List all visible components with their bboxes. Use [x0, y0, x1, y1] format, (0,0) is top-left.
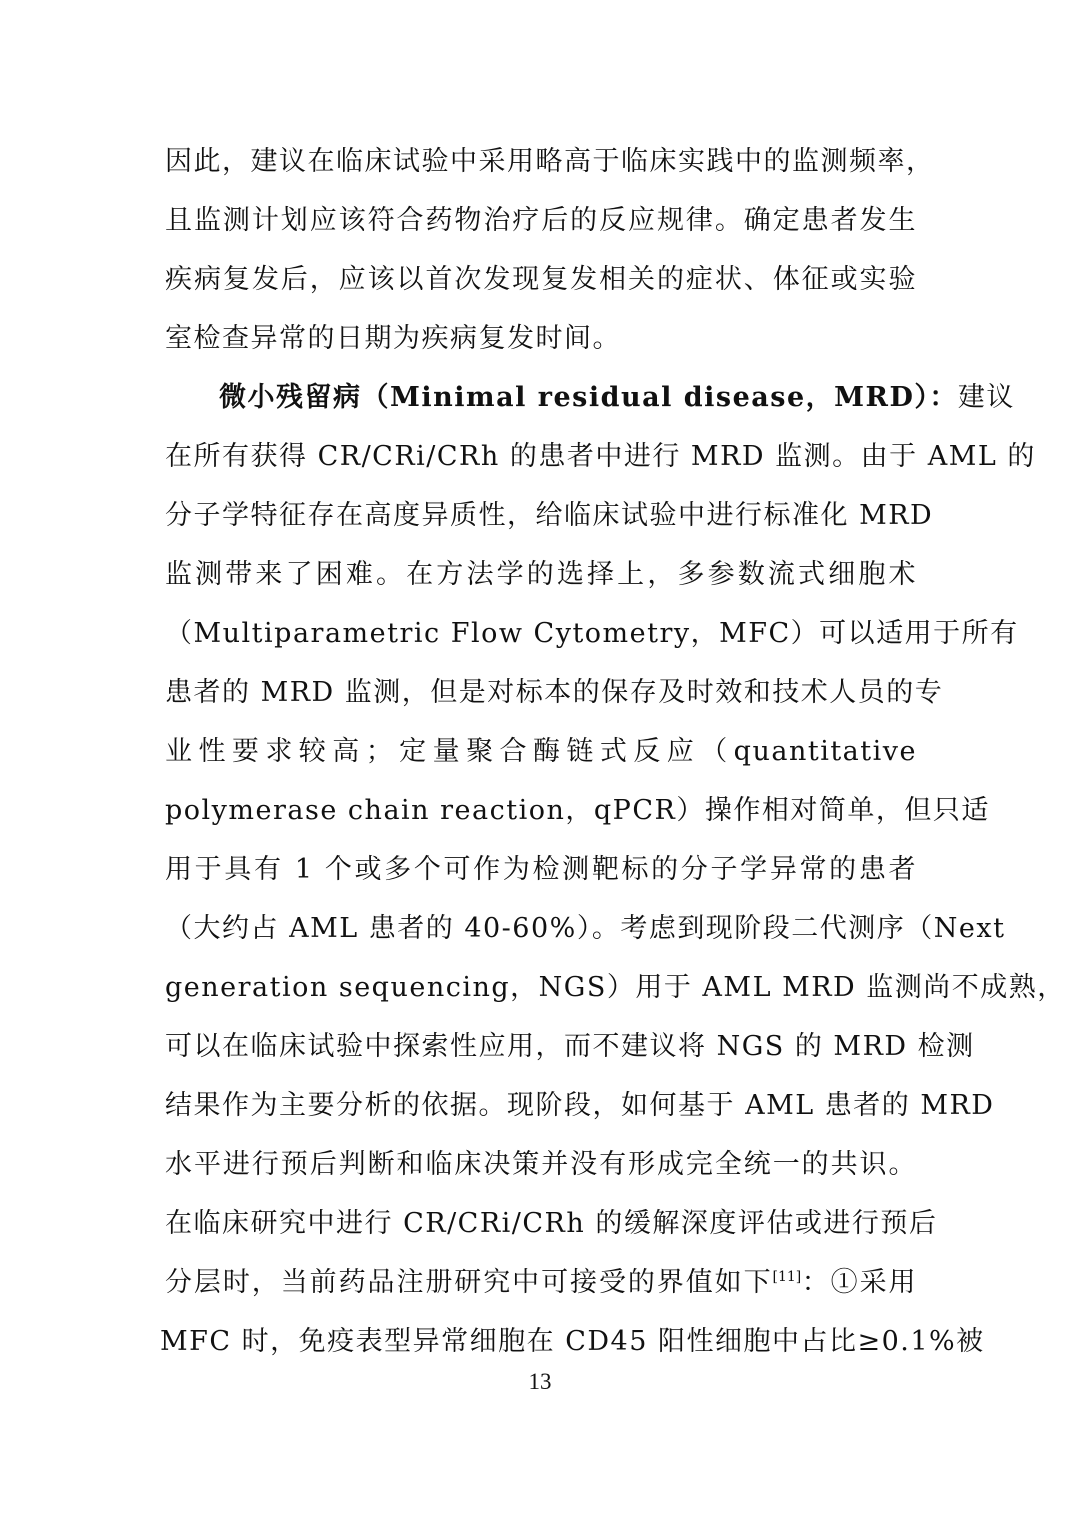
paragraph-line: （大约占 AML 患者的 40-60%）。考虑到现阶段二代测序（Next [165, 913, 1006, 944]
citation-reference: [11] [772, 1269, 802, 1285]
paragraph-line: 业性要求较高；定量聚合酶链式反应（quantitative [165, 736, 917, 767]
paragraph-line: MFC 时，免疫表型异常细胞在 CD45 阳性细胞中占比≥0.1%被 [160, 1326, 985, 1357]
reference-line-after: ：①采用 [801, 1267, 918, 1298]
paragraph-line: 结果作为主要分析的依据。现阶段，如何基于 AML 患者的 MRD [165, 1090, 995, 1121]
paragraph-line: 水平进行预后判断和临床决策并没有形成完全统一的共识。 [165, 1149, 917, 1180]
paragraph-line: polymerase chain reaction，qPCR）操作相对简单，但只适 [165, 795, 990, 826]
mrd-heading: 微小残留病（Minimal residual disease，MRD）： [219, 382, 958, 413]
paragraph-line: 且监测计划应该符合药物治疗后的反应规律。确定患者发生 [165, 205, 917, 236]
paragraph-line: 分子学特征存在高度异质性，给临床试验中进行标准化 MRD [165, 500, 934, 531]
mrd-heading-line [219, 376, 1015, 420]
paragraph-line: 在所有获得 CR/CRi/CRh 的患者中进行 MRD 监测。由于 AML 的 [165, 441, 1036, 472]
paragraph-line: 患者的 MRD 监测，但是对标本的保存及时效和技术人员的专 [165, 677, 944, 708]
paragraph-line: 因此，建议在临床试验中采用略高于临床实践中的监测频率， [165, 146, 935, 177]
paragraph-line: 室检查异常的日期为疾病复发时间。 [165, 323, 621, 354]
paragraph-line: 在临床研究中进行 CR/CRi/CRh 的缓解深度评估或进行预后 [165, 1208, 938, 1239]
paragraph-line: 监测带来了困难。在方法学的选择上，多参数流式细胞术 [165, 559, 917, 590]
paragraph-line: （Multiparametric Flow Cytometry，MFC）可以适用于所有 [165, 618, 1019, 649]
page-number: 13 [528, 1369, 552, 1394]
reference-line-before: 分层时，当前药品注册研究中可接受的界值如下 [165, 1267, 773, 1298]
paragraph-line: 用于具有 1 个或多个可作为检测靶标的分子学异常的患者 [165, 854, 917, 885]
paragraph-line: 疾病复发后，应该以首次发现复发相关的症状、体征或实验 [165, 264, 917, 295]
paragraph-line: generation sequencing，NGS）用于 AML MRD 监测尚不成熟， [165, 972, 1066, 1003]
paragraph-line-with-reference [165, 1261, 917, 1305]
paragraph-line: 可以在临床试验中探索性应用，而不建议将 NGS 的 MRD 检测 [165, 1031, 975, 1062]
mrd-heading-tail: 建议 [957, 382, 1015, 413]
